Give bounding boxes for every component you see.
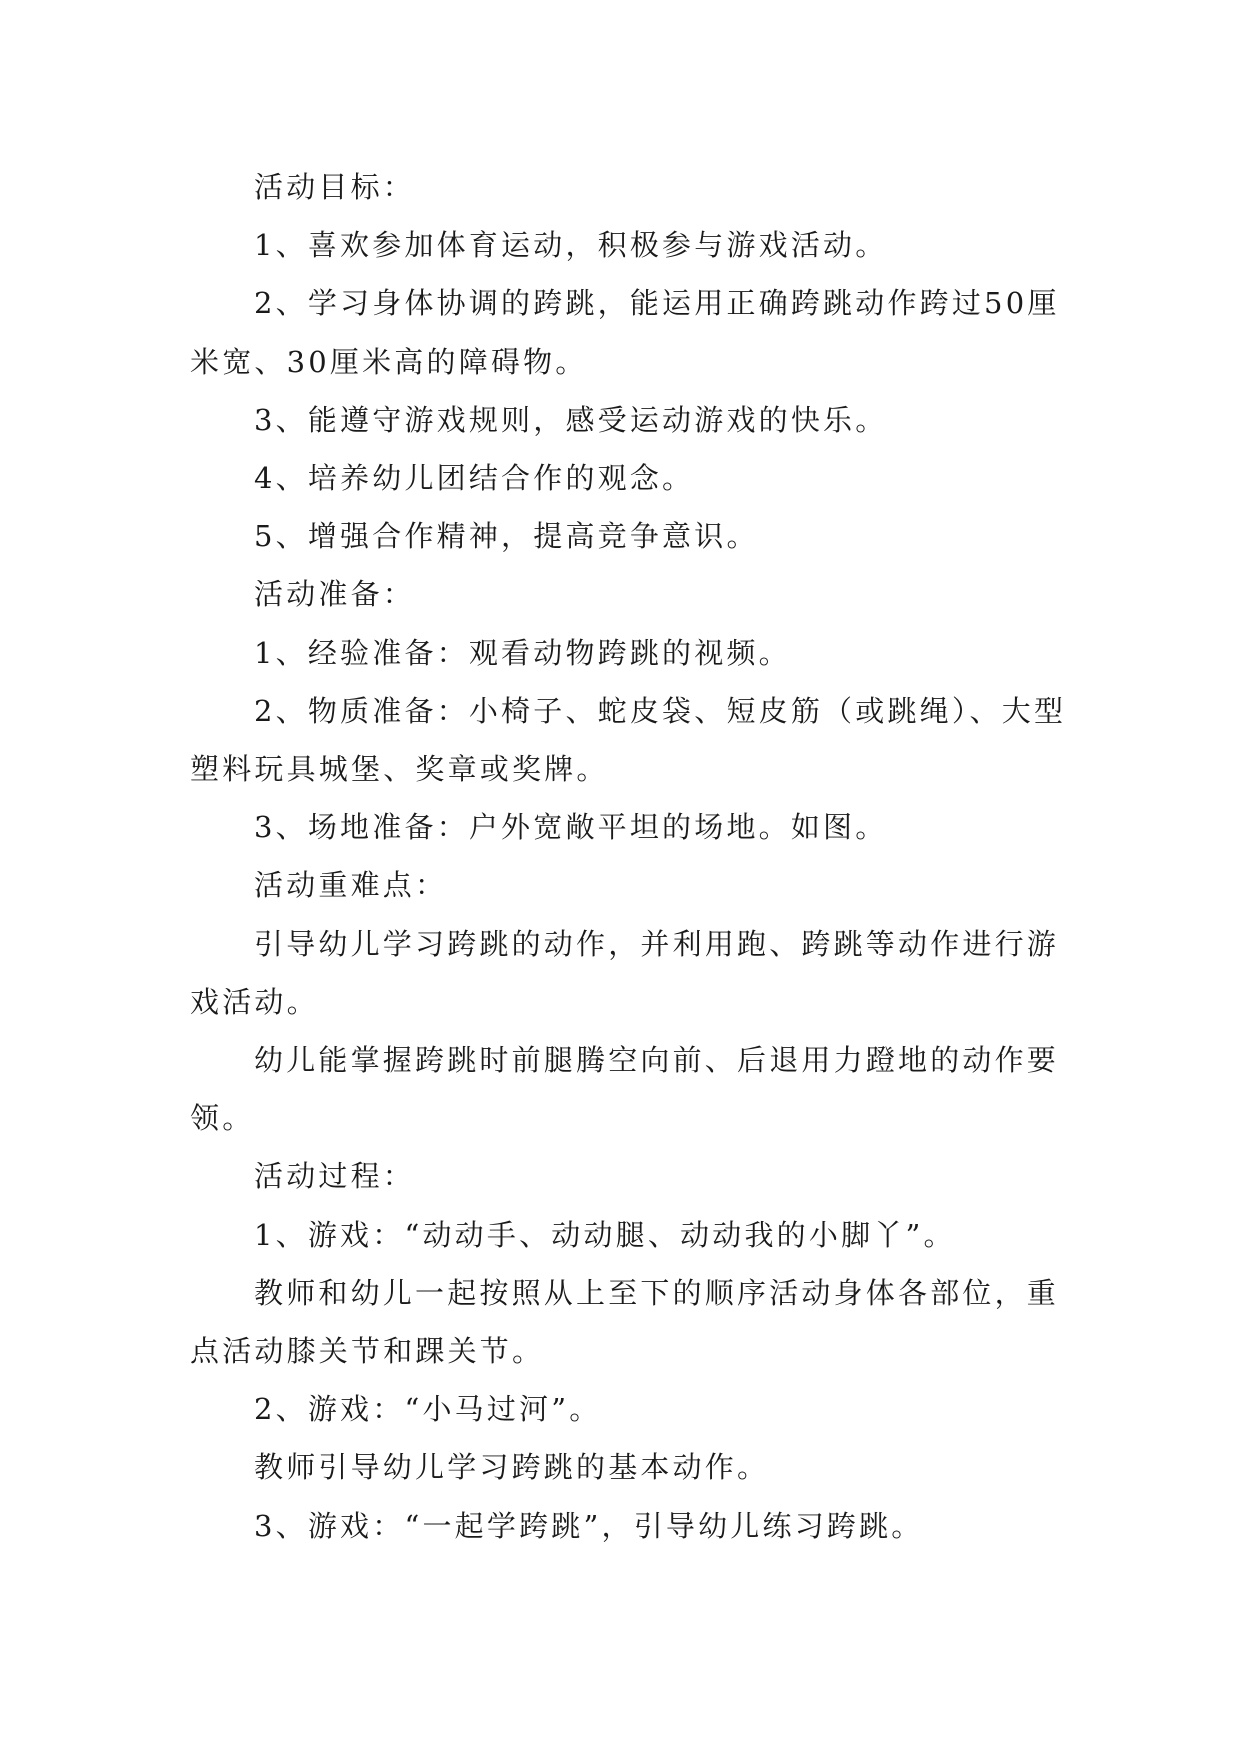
goal-item-2: 2、学习身体协调的跨跳，能运用正确跨跳动作跨过50厘米宽、30厘米高的障碍物。 [190, 286, 1060, 379]
process-step-2: 2、游戏：“小马过河”。 [254, 1392, 602, 1427]
goal-item-3: 3、能遵守游戏规则，感受运动游戏的快乐。 [254, 402, 888, 437]
heading-activity-preparation: 活动准备： [254, 577, 416, 612]
heading-key-difficulties: 活动重难点： [254, 868, 448, 903]
heading-activity-process: 活动过程： [254, 1159, 416, 1194]
document-page [190, 158, 1070, 1555]
goal-item-1: 1、喜欢参加体育运动，积极参与游戏活动。 [254, 228, 888, 263]
goal-item-4: 4、培养幼儿团结合作的观念。 [254, 461, 695, 496]
key-point-paragraph: 引导幼儿学习跨跳的动作，并利用跑、跨跳等动作进行游戏活动。 [190, 926, 1060, 1019]
process-step-2-detail: 教师引导幼儿学习跨跳的基本动作。 [254, 1450, 770, 1485]
preparation-item-3: 3、场地准备：户外宽敞平坦的场地。如图。 [254, 810, 888, 845]
process-step-3: 3、游戏：“一起学跨跳”，引导幼儿练习跨跳。 [254, 1508, 924, 1543]
heading-activity-goals: 活动目标： [254, 170, 416, 204]
process-step-1-detail: 教师和幼儿一起按照从上至下的顺序活动身体各部位，重点活动膝关节和踝关节。 [190, 1275, 1060, 1369]
difficulty-paragraph: 幼儿能掌握跨跳时前腿腾空向前、后退用力蹬地的动作要领。 [190, 1043, 1060, 1136]
goal-item-5: 5、增强合作精神，提高竞争意识。 [254, 519, 759, 554]
process-step-1: 1、游戏：“动动手、动动腿、动动我的小脚丫”。 [254, 1217, 956, 1252]
preparation-item-1: 1、经验准备：观看动物跨跳的视频。 [254, 635, 791, 670]
preparation-item-2: 2、物质准备：小椅子、蛇皮袋、短皮筋（或跳绳）、大型塑料玩具城堡、奖章或奖牌。 [190, 693, 1067, 787]
